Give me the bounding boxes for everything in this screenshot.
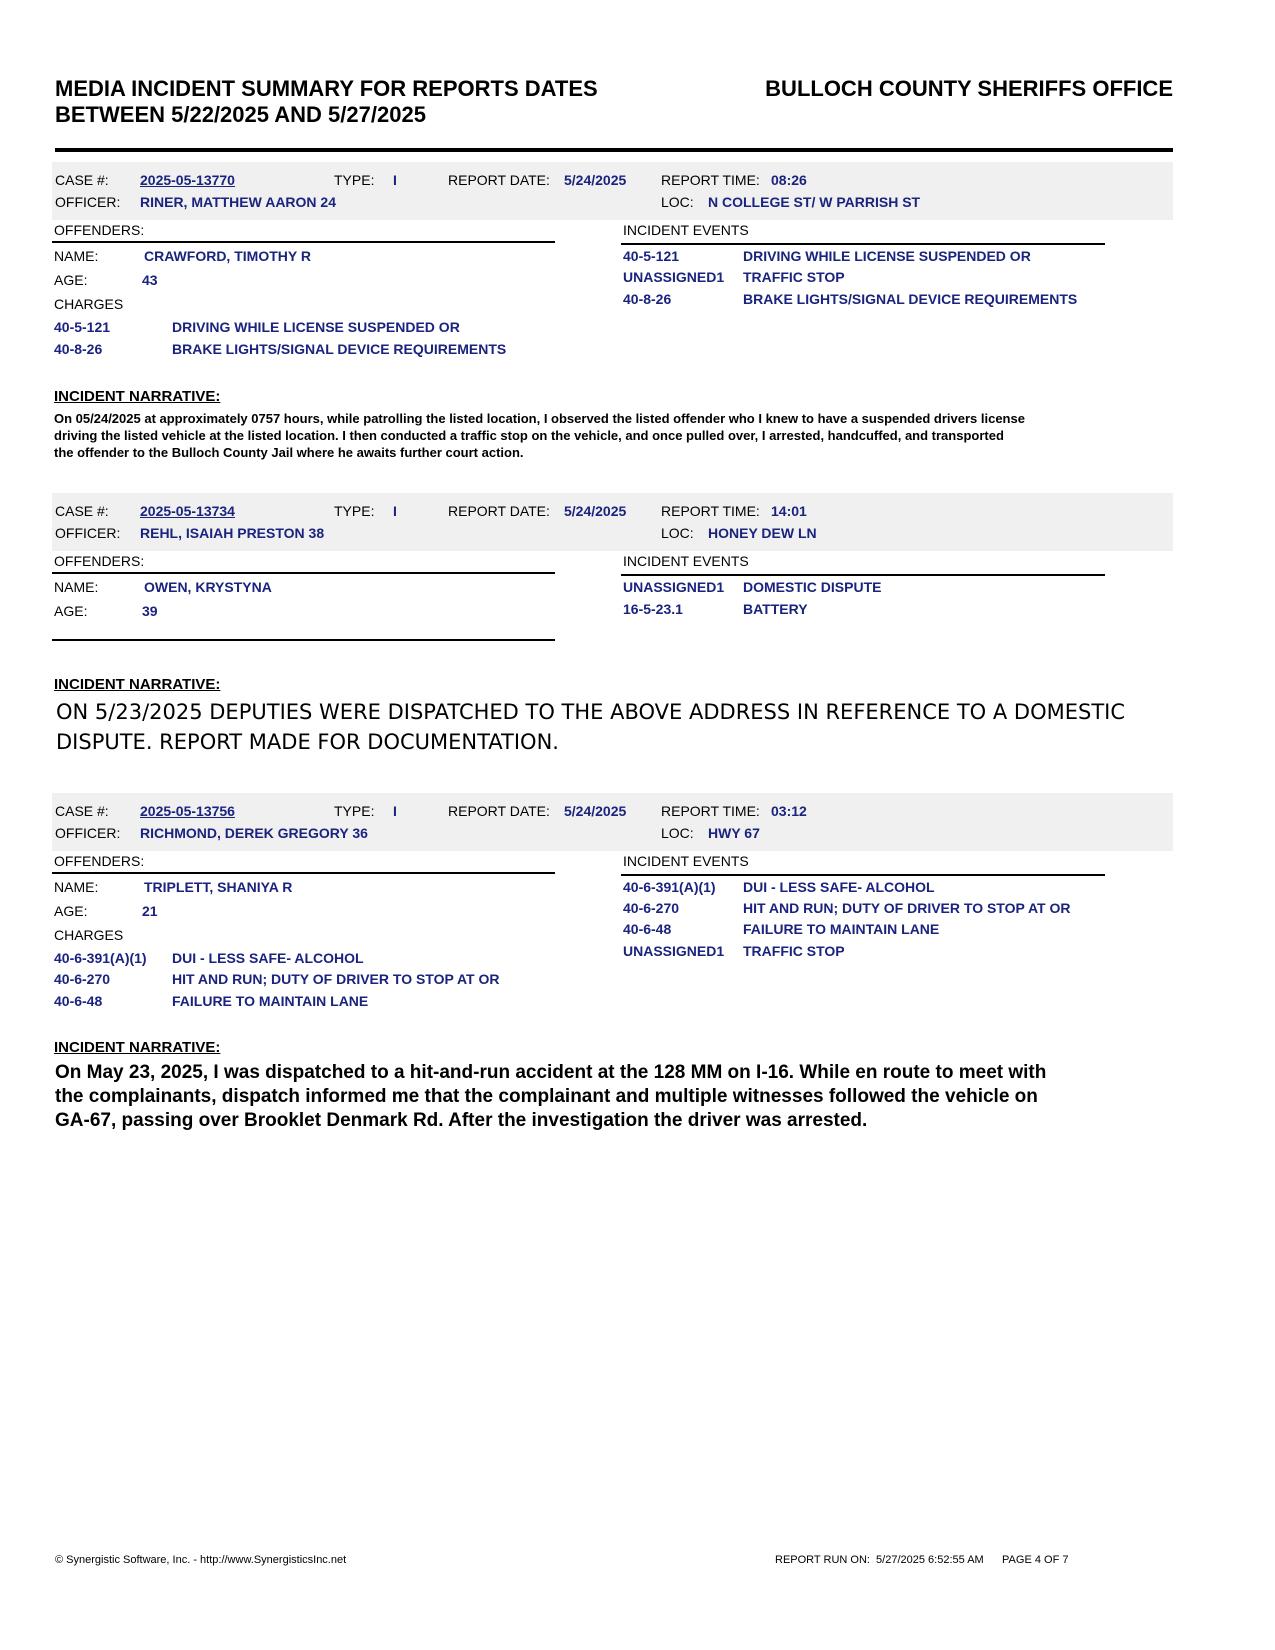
event-code: 40-8-26 [623,291,672,307]
report-date-label: REPORT DATE: [448,803,550,819]
offender-name-label: NAME: [54,579,99,595]
case-number-link[interactable]: 2025-05-13734 [140,503,235,519]
narrative-heading: INCIDENT NARRATIVE: [54,1039,221,1056]
incident-events-label: INCIDENT EVENTS [623,222,749,238]
narrative-line: DISPUTE. REPORT MADE FOR DOCUMENTATION. [56,730,559,754]
offenders-label: OFFENDERS: [54,853,145,869]
charge-description: BRAKE LIGHTS/SIGNAL DEVICE REQUIREMENTS [172,341,507,357]
report-time-value: 08:26 [771,172,807,188]
event-description: BATTERY [743,601,808,617]
officer-label: OFFICER: [55,194,121,210]
narrative-line: GA-67, passing over Brooklet Denmark Rd. After the investigation the driver was arrested. [55,1110,868,1131]
report-time-value: 03:12 [771,803,807,819]
type-label: TYPE: [334,803,375,819]
case-number-label: CASE #: [55,803,109,819]
narrative-text [55,1061,1165,1133]
event-code: 40-6-391(A)(1) [623,879,716,895]
charge-code: 40-6-48 [54,993,103,1009]
charge-code: 40-6-391(A)(1) [54,950,147,966]
offenders-divider [52,241,555,243]
footer-copyright: © Synergistic Software, Inc. - http://www.SynergisticsInc.net [55,1554,347,1566]
report-date-value: 5/24/2025 [564,503,627,519]
report-date-label: REPORT DATE: [448,172,550,188]
event-code: UNASSIGNED1 [623,269,725,285]
officer-value: RINER, MATTHEW AARON 24 [140,194,336,210]
incident-events-label: INCIDENT EVENTS [623,553,749,569]
report-date-value: 5/24/2025 [564,172,627,188]
event-code: 40-5-121 [623,248,680,264]
incident-events-divider [621,874,1105,876]
officer-label: OFFICER: [55,825,121,841]
type-value: I [393,172,397,188]
case-summary-bar [52,793,1173,851]
narrative-line: ON 5/23/2025 DEPUTIES WERE DISPATCHED TO THE ABOVE ADDRESS IN REFERENCE TO A DOMESTIC [56,700,1126,724]
offender-end-divider [52,639,555,641]
report-title-line1: MEDIA INCIDENT SUMMARY FOR REPORTS DATES [55,76,598,101]
report-title-line2: BETWEEN 5/22/2025 AND 5/27/2025 [55,102,426,127]
offenders-divider [52,872,555,874]
report-time-label: REPORT TIME: [661,803,760,819]
case-number-link[interactable]: 2025-05-13770 [140,172,235,188]
narrative-text [56,697,1156,757]
event-description: FAILURE TO MAINTAIN LANE [743,921,940,937]
case-number-link[interactable]: 2025-05-13756 [140,803,235,819]
event-description: DOMESTIC DISPUTE [743,579,882,595]
case-number-label: CASE #: [55,172,109,188]
officer-value: RICHMOND, DEREK GREGORY 36 [140,825,368,841]
report-date-value: 5/24/2025 [564,803,627,819]
offender-age-value: 39 [142,603,158,619]
narrative-line: On 05/24/2025 at approximately 0757 hours, while patrolling the listed location, I observed the listed offender who I knew to have a suspended drivers license [54,411,1025,426]
event-description: HIT AND RUN; DUTY OF DRIVER TO STOP AT OR [743,900,1071,916]
report-date-label: REPORT DATE: [448,503,550,519]
charge-code: 40-8-26 [54,341,103,357]
loc-label: LOC: [661,194,694,210]
type-label: TYPE: [334,503,375,519]
offender-age-value: 21 [142,903,158,919]
case-number-label: CASE #: [55,503,109,519]
report-time-label: REPORT TIME: [661,172,760,188]
event-description: TRAFFIC STOP [743,943,845,959]
narrative-heading: INCIDENT NARRATIVE: [54,388,221,405]
charge-description: DRIVING WHILE LICENSE SUSPENDED OR [172,319,460,335]
event-code: 16-5-23.1 [623,601,683,617]
case-block-2 [52,493,1173,754]
offender-age-value: 43 [142,272,158,288]
charge-code: 40-5-121 [54,319,111,335]
header-divider [55,148,1173,152]
case-block-3 [52,793,1173,1131]
charges-label: CHARGES [54,927,124,943]
page-header [55,76,1173,152]
offender-age-label: AGE: [54,603,88,619]
incident-events-divider [621,243,1105,245]
loc-label: LOC: [661,825,694,841]
incident-events-label: INCIDENT EVENTS [623,853,749,869]
type-label: TYPE: [334,172,375,188]
report-title [55,76,598,128]
loc-value: HONEY DEW LN [708,525,817,541]
agency-name: BULLOCH COUNTY SHERIFFS OFFICE [765,76,1173,101]
offenders-divider [52,572,555,574]
loc-label: LOC: [661,525,694,541]
offenders-label: OFFENDERS: [54,553,145,569]
report-time-value: 14:01 [771,503,807,519]
loc-value: N COLLEGE ST/ W PARRISH ST [708,194,921,210]
offender-name-label: NAME: [54,879,99,895]
offender-age-label: AGE: [54,903,88,919]
incident-events-divider [621,574,1105,576]
loc-value: HWY 67 [708,825,760,841]
event-code: UNASSIGNED1 [623,579,725,595]
case-summary-bar [52,493,1173,551]
type-value: I [393,803,397,819]
narrative-line: the complainants, dispatch informed me that the complainant and multiple witnesses followed the vehicle on [55,1086,1038,1107]
narrative-heading: INCIDENT NARRATIVE: [54,676,221,693]
charge-description: HIT AND RUN; DUTY OF DRIVER TO STOP AT OR [172,971,500,987]
footer-report-run: REPORT RUN ON: 5/27/2025 6:52:55 AM PAGE 4 OF 7 [775,1554,1069,1566]
type-value: I [393,503,397,519]
officer-value: REHL, ISAIAH PRESTON 38 [140,525,325,541]
offender-name-value: OWEN, KRYSTYNA [144,579,272,595]
offender-name-value: CRAWFORD, TIMOTHY R [144,248,311,264]
narrative-line: driving the listed vehicle at the listed location. I then conducted a traffic stop on the vehicle, and once pulled over, I arrested, handcuffed, and transported [54,428,1004,443]
event-description: DUI - LESS SAFE- ALCOHOL [743,879,935,895]
narrative-line: On May 23, 2025, I was dispatched to a hit-and-run accident at the 128 MM on I-16. While en route to meet with [55,1062,1047,1083]
charges-label: CHARGES [54,296,124,312]
charge-code: 40-6-270 [54,971,111,987]
report-time-label: REPORT TIME: [661,503,760,519]
narrative-text [54,410,1154,461]
event-code: UNASSIGNED1 [623,943,725,959]
event-code: 40-6-270 [623,900,680,916]
charge-description: FAILURE TO MAINTAIN LANE [172,993,369,1009]
event-description: DRIVING WHILE LICENSE SUSPENDED OR [743,248,1031,264]
officer-label: OFFICER: [55,525,121,541]
event-description: BRAKE LIGHTS/SIGNAL DEVICE REQUIREMENTS [743,291,1078,307]
event-code: 40-6-48 [623,921,672,937]
offender-name-label: NAME: [54,248,99,264]
event-description: TRAFFIC STOP [743,269,845,285]
offender-name-value: TRIPLETT, SHANIYA R [144,879,293,895]
offenders-label: OFFENDERS: [54,222,145,238]
narrative-line: the offender to the Bulloch County Jail where he awaits further court action. [54,445,524,460]
case-block-1 [52,162,1173,460]
case-summary-bar [52,162,1173,220]
charge-description: DUI - LESS SAFE- ALCOHOL [172,950,364,966]
offender-age-label: AGE: [54,272,88,288]
